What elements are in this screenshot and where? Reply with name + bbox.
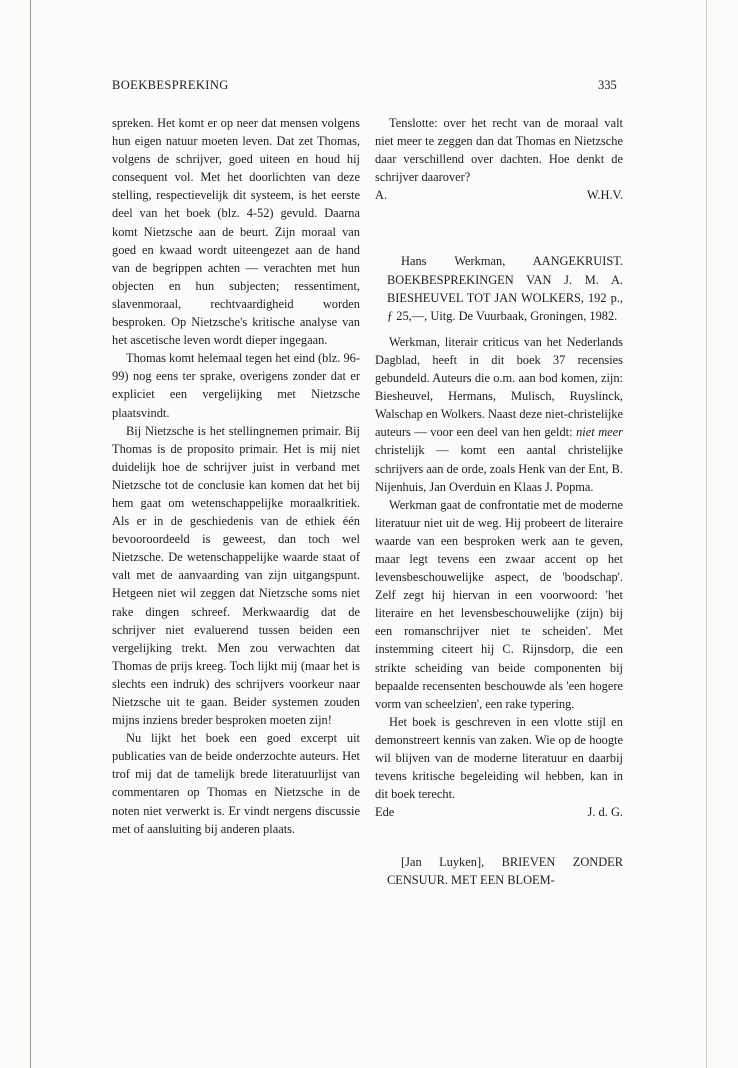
closing-paragraph: Tenslotte: over het recht van de moraal valt niet meer te zeggen dan dat Thomas en Nietzsche daar verschillend over dachten. Hoe denkt de schrijver daarover?	[375, 116, 623, 185]
review-heading: [Jan Luyken], BRIEVEN ZONDER CENSUUR. MET EEN BLOEM-	[387, 855, 623, 888]
scan-edge-left	[30, 0, 31, 1068]
paragraph: Nu lijkt het boek een goed excerpt uit publicaties van de beide onderzochte auteurs. Het trof mij dat de tamelijk brede literatuurlijst van commentaren op Thomas en Nietzsche in de noten niet verwerkt is. Er vindt nergens discussie met of aansluiting bij anderen plaats.	[112, 731, 360, 836]
emphasis-text: niet meer	[576, 425, 623, 440]
signature-line	[375, 803, 623, 821]
signature-place: Ede	[375, 805, 395, 820]
review-paragraph-text: Werkman, literair criticus van het Nederlands Dagblad, heeft in dit boek 37 recensies gebundeld. Auteurs die o.m. aan bod komen, zijn: Biesheuvel, Hermans, Mulisch, Ruyslinck, Walschap en Wolkers. Naast deze niet-christelijke auteurs — voor een deel van hen geldt:	[375, 334, 623, 440]
review-paragraph: Het boek is geschreven in een vlotte stijl en demonstreert kennis van zaken. Wie op de hoogte wil blijven van de moderne literatuur en daarbij tevens kritische begeleiding wil hebben, kan in dit boek terecht.	[375, 714, 623, 802]
reviewer-initials: J. d. G.	[587, 805, 623, 820]
paragraph: spreken. Het komt er op neer dat mensen volgens hun eigen natuur moeten leven. Dat zet Thomas, volgens de schrijver, goed uiteen en houd hij consequent vol. Met het doorlichten van deze stelling, respectievelijk dit systeem, is het eerste deel van het boek (blz. 4-52) gevuld. Daarna komt Nietzsche aan de beurt. Zijn moraal van goed en kwaad wordt uiteengezet aan de hand van de begrippen achten — verachten met hun objecten en hun subjecten; ressentiment, slavenmoraal, rechtvaardigheid worden besproken. Op Nietzsche's kritische analyse van het ascetische leven wordt dieper ingegaan.	[112, 116, 360, 348]
review-paragraph: Werkman gaat de confrontatie met de moderne literatuur niet uit de weg. Hij probeert de literaire waarde van een besproken werk aan te geven, maar legt tevens een zwaar accent op het levensbeschouwelijke aspect, de 'boodschap'. Zelf zegt hij hiervan in een voorwoord: 'het literaire en het levensbeschouwelijke (zijn) bij een romanschrijver niet te scheiden'. Met instemming citeert hij C. Rijnsdorp, die een strikte scheiding van beide componenten bij bepaalde recensenten beschouwde als 'een hogere vorm van scheelzien', een rake typering.	[375, 497, 623, 711]
signature-initial: A.	[375, 188, 388, 203]
reviewer-initials: W.H.V.	[586, 188, 623, 203]
scan-edge-right	[706, 0, 707, 1068]
review-paragraph	[375, 333, 623, 496]
review-paragraph-text: christelijk — komt een aantal christelijke schrijvers aan de orde, zoals Henk van der Ent, B. Nijenhuis, Jan Overduin en Klaas J. Popma.	[375, 443, 623, 494]
paragraph: Bij Nietzsche is het stellingnemen primair. Bij Thomas is de proposito primair. Het is mij niet duidelijk hoe de schrijver juist in verband met Nietzsche tot de conclusie kan komen dat het bij hem gaat om wetenschappelijke moraalkritiek. Als er in de geschiedenis van de ethiek één bevooroordeeld is geweest, dan toch wel Nietzsche. De wetenschappelijke waarde staat of valt met de aanvaarding van zijn uitgangspunt. Hetgeen niet wil zeggen dat Nietzsche soms niet rake dingen schreef. Merkwaardig dat de schrijver niet evaluerend tussen beiden een vergelijking trekt. Men zou verwachten dat Thomas de prijs kreeg. Toch lijkt mij (maar het is slechts een indruk) des schrijvers voorkeur naar Nietzsche uit te gaan. Beider systemen zouden mijns inziens breder besproken moeten zijn!	[112, 423, 360, 728]
running-head: BOEKBESPREKING	[112, 78, 229, 92]
signature-line	[375, 186, 623, 204]
right-column	[375, 114, 623, 890]
review-heading: Hans Werkman, AANGEKRUIST. BOEKBESPREKINGEN VAN J. M. A. BIESHEUVEL TOT JAN WOLKERS, 192 p., ƒ 25,—, Uitg. De Vuurbaak, Groningen, 1982.	[387, 254, 623, 323]
paragraph: Thomas komt helemaal tegen het eind (blz. 96-99) nog eens ter sprake, overigens zonder dat er expliciet een vergelijking met Nietzsche plaatsvindt.	[112, 351, 360, 420]
left-column	[112, 114, 360, 838]
page-number: 335	[598, 78, 617, 92]
